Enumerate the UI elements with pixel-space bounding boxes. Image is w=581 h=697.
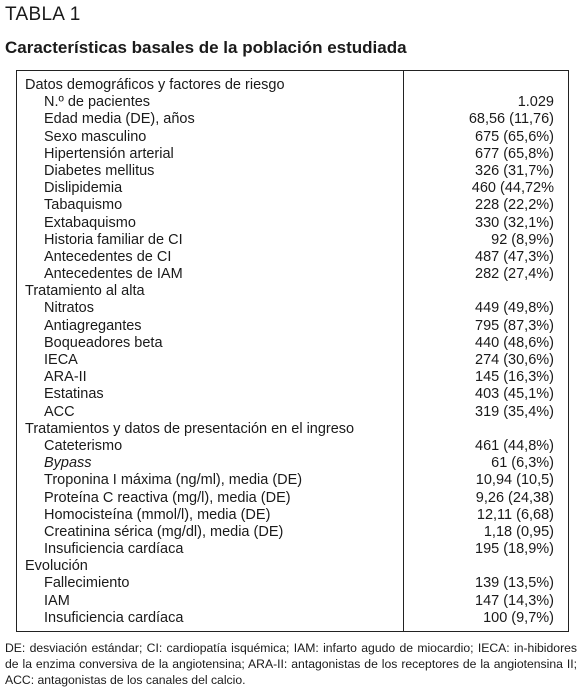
row-label: Diabetes mellitus [44, 162, 155, 179]
row-value: 449 (49,8%) [475, 300, 554, 317]
table-row [17, 129, 568, 146]
table-row [17, 232, 568, 249]
row-value: 147 (14,3%) [475, 592, 554, 609]
table-row [17, 318, 568, 335]
row-label: N.º de pacientes [44, 94, 151, 111]
table-row [17, 490, 568, 507]
table-row [17, 593, 568, 610]
table-row [17, 249, 568, 266]
row-label: Edad media (DE), años [44, 111, 195, 128]
row-value: 92 (8,9%) [491, 231, 554, 248]
row-value: 100 (9,7%) [483, 609, 554, 626]
table-label: TABLA 1 [5, 4, 81, 25]
row-label: ARA-II [44, 369, 87, 386]
table-row [17, 335, 568, 352]
table-row [17, 610, 568, 627]
row-label: Creatinina sérica (mg/dl), media (DE) [44, 523, 284, 540]
table-row [17, 386, 568, 403]
row-label: Troponina I máxima (ng/ml), media (DE) [44, 472, 303, 489]
row-value: 195 (18,9%) [475, 541, 554, 558]
row-label: Hipertensión arterial [44, 145, 174, 162]
table-row [17, 197, 568, 214]
row-value: 9,26 (24,38) [475, 489, 554, 506]
table-row [17, 524, 568, 541]
row-label: Insuficiencia cardíaca [44, 541, 184, 558]
row-value: 440 (48,6%) [475, 334, 554, 351]
table-row [17, 215, 568, 232]
row-label: IAM [44, 592, 70, 609]
table-row [17, 266, 568, 283]
row-value: 460 (44,72% [471, 180, 554, 197]
row-value: 12,11 (6,68) [476, 506, 554, 523]
table-section-header [17, 421, 568, 438]
row-label: Homocisteína (mmol/l), media (DE) [44, 506, 271, 523]
row-label: ACC [44, 403, 75, 420]
row-label: IECA [44, 352, 78, 368]
row-label: Nitratos [44, 300, 94, 317]
row-label: Antiagregantes [44, 317, 142, 334]
row-value: 10,94 (10,5) [475, 472, 554, 489]
row-label: Historia familiar de CI [44, 231, 183, 248]
row-value: 330 (32,1%) [475, 214, 554, 231]
table-row [17, 507, 568, 524]
section-label: Tratamiento al alta [25, 283, 145, 300]
row-value: 282 (27,4%) [475, 266, 554, 283]
table-row [17, 180, 568, 197]
section-label: Evolución [25, 558, 88, 575]
row-value: 68,56 (11,76) [468, 111, 554, 128]
row-label: Fallecimiento [44, 575, 130, 592]
row-value: 274 (30,6%) [475, 352, 554, 368]
table-title: Características basales de la población estudiada [5, 38, 407, 57]
table-footnote: DE: desviación estándar; CI: cardiopatía isquémica; IAM: infarto agudo de miocardio; IECA: in-hibidores de la enzima conversiva de la angiotensina; ARA-II: antagonistas de los receptores de la angiotensina II; ACC: antagonistas de los canales del calcio. [5, 641, 577, 687]
row-value: 1.029 [517, 94, 554, 111]
row-value: 795 (87,3%) [475, 317, 554, 334]
table-row [17, 94, 568, 111]
row-value: 228 (22,2%) [475, 197, 554, 214]
table-row [17, 541, 568, 558]
row-label: Dislipidemia [44, 180, 123, 197]
table-row [17, 352, 568, 369]
table-section-header [17, 558, 568, 575]
table-row [17, 146, 568, 163]
row-label: Tabaquismo [44, 197, 123, 214]
row-value: 139 (13,5%) [475, 575, 554, 592]
row-label: Sexo masculino [44, 128, 147, 145]
table-row [17, 455, 568, 472]
table-row [17, 163, 568, 180]
row-value: 1,18 (0,95) [483, 523, 554, 540]
table-section-header [17, 77, 568, 94]
row-label: Extabaquismo [44, 214, 136, 231]
row-value: 61 (6,3%) [491, 455, 554, 472]
row-value: 677 (65,8%) [475, 145, 554, 162]
table-row [17, 438, 568, 455]
row-label: Proteína C reactiva (mg/l), media (DE) [44, 489, 291, 506]
row-label: Antecedentes de IAM [44, 266, 183, 283]
row-label: Insuficiencia cardíaca [44, 609, 184, 626]
row-label: Bypass [44, 455, 92, 472]
table-row [17, 575, 568, 592]
row-value: 487 (47,3%) [475, 248, 554, 265]
row-label: Boqueadores beta [44, 334, 163, 351]
row-value: 675 (65,6%) [475, 128, 554, 145]
section-label: Datos demográficos y factores de riesgo [25, 77, 285, 93]
table-row [17, 300, 568, 317]
row-value: 461 (44,8%) [475, 437, 554, 454]
section-label: Tratamientos y datos de presentación en el ingreso [25, 420, 355, 437]
table-row [17, 472, 568, 489]
row-value: 403 (45,1%) [475, 386, 554, 403]
table-section-header [17, 283, 568, 300]
characteristics-table [16, 70, 569, 632]
row-label: Antecedentes de CI [44, 248, 172, 265]
table-rows [17, 77, 568, 627]
table-row [17, 111, 568, 128]
table-row [17, 404, 568, 421]
row-label: Cateterismo [44, 437, 123, 454]
table-row [17, 369, 568, 386]
row-value: 319 (35,4%) [475, 403, 554, 420]
row-value: 326 (31,7%) [475, 162, 554, 179]
row-label: Estatinas [44, 386, 104, 403]
row-value: 145 (16,3%) [475, 369, 554, 386]
